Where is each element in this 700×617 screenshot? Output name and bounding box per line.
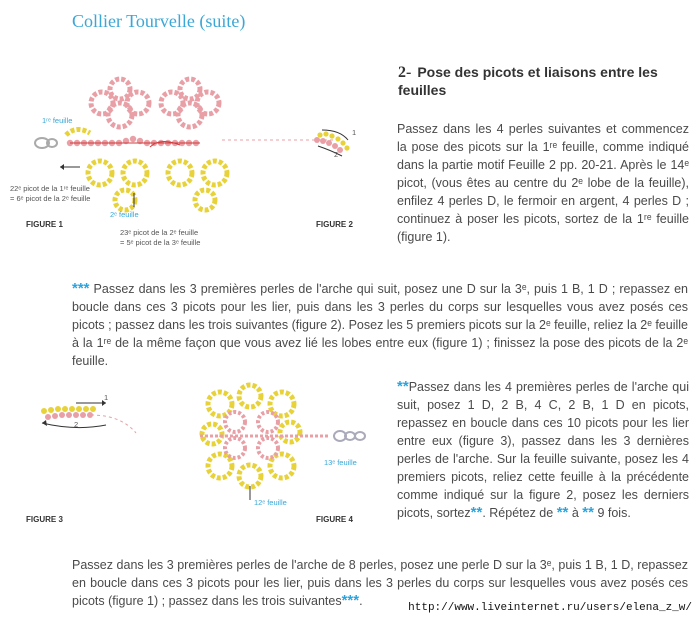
annot-22: 22ᵉ picot de la 1ʳᵉ feuille: [10, 184, 90, 193]
paragraph-3-text: Passez dans les 4 premières perles de l'arche qui suit, posez 1 D, 2 B, 4 C, 2 B, 1 D en picots, repassez en boucle dans ces 10 picots pour les lier entre eux (figure 3), passez dans les 3 dernières perles de l'arche. Sur la feuille suivante, posez les 4 premiers picots, reliez cette feuille à la précédente comme indiqué sur la figure 2, posez les derniers picots, sortez: [397, 380, 689, 520]
figure-3-label: FIGURE 3: [26, 515, 63, 524]
paragraph-2-text: Passez dans les 3 premières perles de l'arche qui suit, posez une D sur la 3ᵉ, puis 1 B, 1 D ; repassez en boucle dans ces 3 picots pour les lier, puis dans les 3 perles du corps sur lesquelles vous avez posés ces picots ; passez dans les trois suivantes (figure 2). Posez les 5 premiers picots sur la 2ᵉ feuille, reliez la 2ᵉ feuille à la 1ʳᵉ de la même façon que vous avez lié les lobes entre eux (figure 1) ; finissez la pose des picots de la 2ᵉ feuille.: [72, 282, 688, 368]
stars-marker: **: [397, 378, 409, 395]
stars-marker: **: [470, 504, 483, 521]
figure-3-illustration: [36, 395, 146, 445]
page-title: Collier Tourvelle (suite): [72, 11, 246, 31]
repeat-prefix: . Répétez de: [482, 506, 557, 520]
repeat-suffix: 9 fois.: [593, 506, 631, 520]
stars-marker: **: [582, 504, 594, 521]
annot-leaf-1: 1ʳᵉ feuille: [42, 116, 73, 125]
stars-marker: **: [556, 504, 569, 521]
stars-marker: ***: [341, 592, 360, 609]
annot-23: 23ᵉ picot de la 2ᵉ feuille: [120, 228, 199, 237]
fig3-number-2: 2: [74, 420, 79, 429]
paragraph-4-text: Passez dans les 3 premières perles de l'arche de 8 perles, posez une perle D sur la 3ᵉ, puis 1 B, 1 D, repassez en boucle dans ces 3 picots pour les lier, puis dans les 3 perles du corps sur lesquelles vous avez posés ces picots (figure 1) ; passez dans les trois suivantes: [72, 558, 688, 608]
section-number: 2-: [398, 64, 412, 81]
figure-1-label: FIGURE 1: [26, 220, 63, 229]
stars-marker: ***: [72, 280, 90, 297]
paragraph-2: [72, 280, 688, 370]
annot-leaf-2: 2ᵉ feuille: [110, 210, 139, 219]
fig3-number-1: 1: [104, 393, 109, 402]
paragraph-4-end: .: [359, 594, 363, 608]
figure-4-illustration: [190, 382, 370, 502]
section-heading-text: Pose des picots et liaisons entre les feuilles: [398, 64, 658, 98]
fig2-number-1: 1: [352, 128, 357, 137]
paragraph-1: Passez dans les 4 perles suivantes et commencez la pose des picots sur la 1ʳᵉ feuille, comme indiqué dans la partie motif Feuille 2 pp. 20-21. Après le 14ᵉ picot, (vous êtes au centre du 2ᵉ lobe de la feuille), enfilez 4 perles D, le fermoir en argent, 4 perles D ; continuez à poser les picots, sortez de la 1ʳᵉ feuille (figure 1).: [397, 122, 689, 244]
footer-url[interactable]: http://www.liveinternet.ru/users/elena_z_w/: [408, 602, 692, 614]
annot-leaf-12: 12ᵉ feuille: [254, 498, 287, 507]
section-heading: [398, 64, 688, 98]
figure-2-illustration: [222, 126, 362, 166]
paragraph-3: [397, 378, 689, 522]
fig2-number-2: 2: [334, 150, 339, 159]
annot-leaf-13: 13ᵉ feuille: [324, 458, 357, 467]
repeat-mid: à: [568, 506, 583, 520]
annot-22b: = 6ᵉ picot de la 2ᵉ feuille: [10, 194, 91, 203]
figure-4-label: FIGURE 4: [316, 515, 353, 524]
annot-23b: = 5ᵉ picot de la 3ᵉ feuille: [120, 238, 201, 247]
figure-2-label: FIGURE 2: [316, 220, 353, 229]
